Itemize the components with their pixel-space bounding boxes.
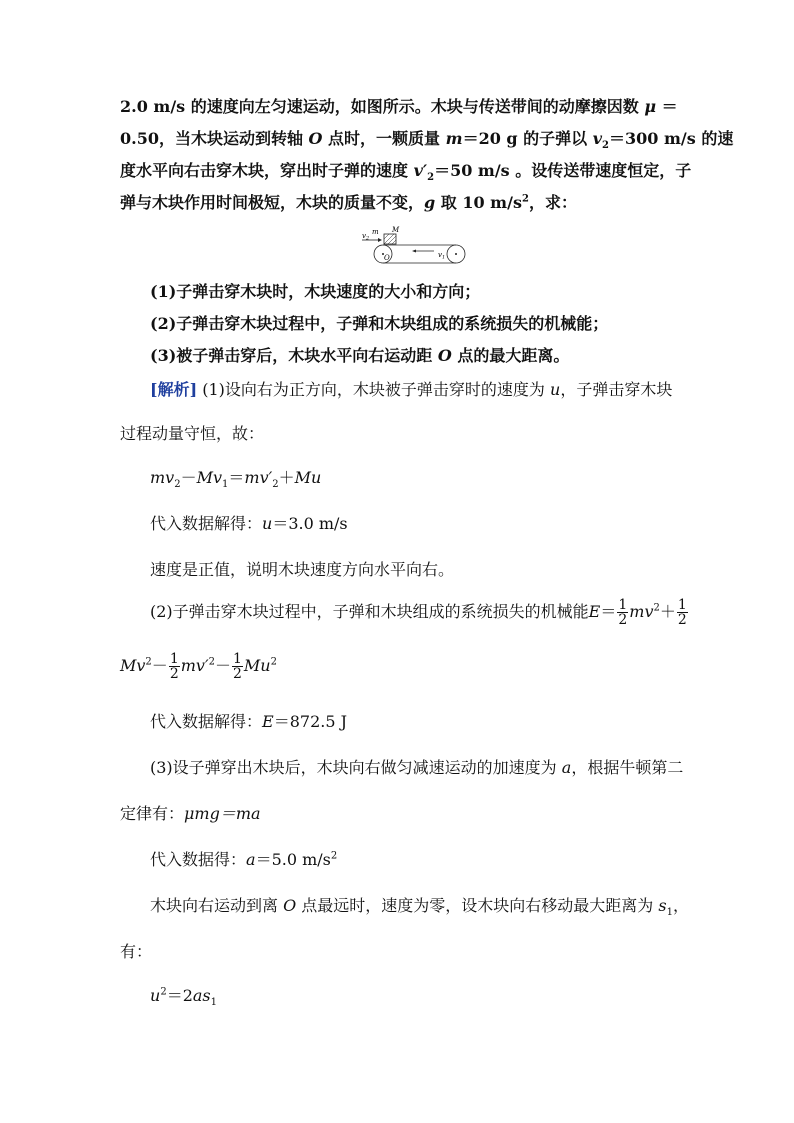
problem-line-4: 弹与木块作用时间极短，木块的质量不变，g 取 10 $m/s^2$，求： — [120, 193, 577, 212]
solution-part-4-cont: 有： — [120, 942, 153, 961]
fraction-half: $\frac{1}{2}$ — [169, 651, 179, 682]
problem-line-2: 0.50，当木块运动到转轴 O 点时，一颗质量 m＝20 g 的子弹以 $v_2=300$ m/s 的速 — [120, 129, 734, 152]
label-v2: $v_2$ — [362, 232, 370, 242]
result-energy: 代入数据解得：E＝872.5 J — [150, 712, 348, 731]
label-v1: $v_1$ — [438, 251, 446, 261]
fraction-half: $\frac{1}{2}$ — [618, 597, 628, 628]
label-M: M — [392, 226, 400, 234]
solution-part-2: (2)子弹击穿木块过程中，子弹和木块组成的系统损失的机械能E＝ $\frac{1}{2}$ $mv^2+$ $\frac{1}{2}$ — [150, 597, 687, 628]
result-u: 代入数据解得：u＝3.0 m/s — [150, 514, 348, 533]
equation-momentum: $mv_2-Mv_1=mv'_2+Mu$ — [150, 468, 322, 491]
newton-law-line: 定律有：μmg＝ma — [120, 804, 261, 823]
question-3: (3)被子弹击穿后，木块水平向右运动距 O 点的最大距离。 — [150, 346, 570, 365]
label-O: O — [384, 254, 390, 262]
problem-line-3: 度水平向右击穿木块，穿出时子弹的速度 $v'_2=50$ m/s 。设传送带速度恒定，子 — [120, 161, 692, 184]
analysis-tag: [解析] — [150, 380, 198, 399]
conveyor-diagram — [356, 226, 476, 270]
problem-line-1: 2.0 m/s 的速度向左匀速运动，如图所示。木块与传送带间的动摩擦因数 μ ＝ — [120, 97, 678, 116]
result-acceleration: 代入数据得：a＝5.0 $m/s^2$ — [150, 850, 338, 869]
label-m: m — [372, 228, 379, 236]
solution-part-2-cont: $Mv^2-$ $\frac{1}{2}$ $mv'^2-$ $\frac{1}{2}$ Mu$^2$ — [120, 651, 277, 682]
equation-distance: $u^2=2as_1$ — [150, 986, 217, 1009]
result-direction: 速度是正值，说明木块速度方向水平向右。 — [150, 560, 455, 579]
solution-part-4: 木块向右运动到离 O 点最远时，速度为零，设木块向右移动最大距离为 $s_1$， — [150, 896, 690, 919]
solution-line-1: [解析] (1)设向右为正方向，木块被子弹击穿时的速度为 u，子弹击穿木块 — [150, 380, 673, 399]
question-2: (2)子弹击穿木块过程中，子弹和木块组成的系统损失的机械能； — [150, 314, 609, 333]
solution-part-3: (3)设子弹穿出木块后，木块向右做匀减速运动的加速度为 a，根据牛顿第二 — [150, 758, 684, 777]
solution-line-2: 过程动量守恒，故： — [120, 424, 265, 443]
fraction-half: $\frac{1}{2}$ — [232, 651, 242, 682]
bullet-arrowhead — [378, 238, 382, 242]
conveyor-belt-figure — [356, 226, 476, 270]
fraction-half: $\frac{1}{2}$ — [677, 597, 687, 628]
question-1: (1)子弹击穿木块时，木块速度的大小和方向； — [150, 282, 481, 301]
